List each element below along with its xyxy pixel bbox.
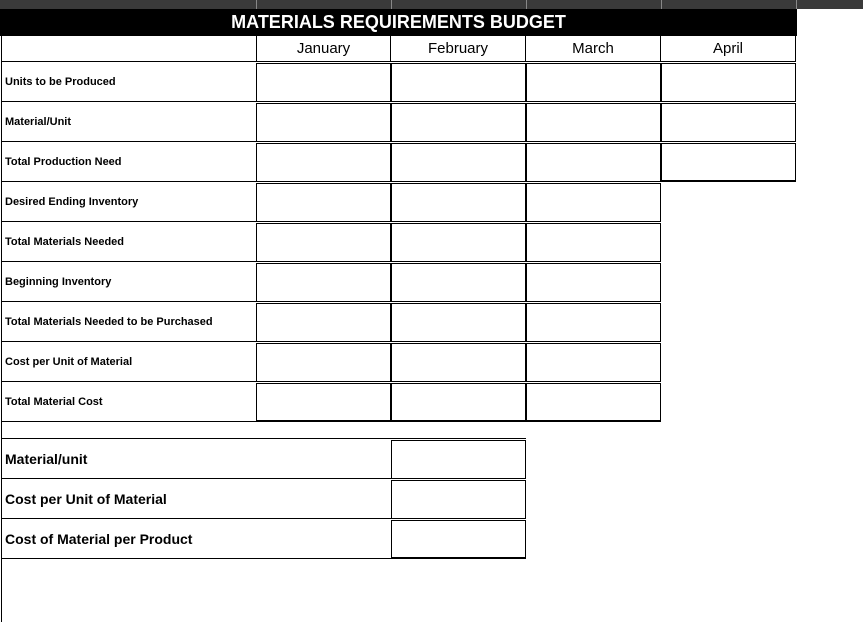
input-cell-march[interactable]	[526, 383, 661, 422]
row-label: Total Materials Needed	[2, 222, 256, 262]
input-cell-april[interactable]	[661, 63, 796, 102]
row-label: Desired Ending Inventory	[2, 182, 256, 222]
input-cell-february[interactable]	[391, 143, 526, 182]
month-header-january: January	[256, 36, 391, 62]
strip-divider	[391, 0, 392, 9]
summary-input-cell[interactable]	[391, 440, 526, 479]
summary-input-cell[interactable]	[391, 480, 526, 519]
strip-divider	[526, 0, 527, 9]
input-cell-february[interactable]	[391, 223, 526, 262]
row-label: Total Production Need	[2, 142, 256, 182]
input-cell-january[interactable]	[256, 63, 391, 102]
input-cell-february[interactable]	[391, 383, 526, 422]
strip-divider	[256, 0, 257, 9]
input-cell-february[interactable]	[391, 303, 526, 342]
input-cell-march[interactable]	[526, 263, 661, 302]
input-cell-april[interactable]	[661, 103, 796, 142]
month-header-march: March	[526, 36, 661, 62]
input-cell-january[interactable]	[256, 143, 391, 182]
row-label: Total Material Cost	[2, 382, 256, 422]
input-cell-february[interactable]	[391, 343, 526, 382]
input-cell-march[interactable]	[526, 343, 661, 382]
row-label: Cost per Unit of Material	[2, 342, 256, 382]
input-cell-january[interactable]	[256, 303, 391, 342]
input-cell-april[interactable]	[661, 143, 796, 182]
input-cell-march[interactable]	[526, 63, 661, 102]
input-cell-january[interactable]	[256, 343, 391, 382]
input-cell-february[interactable]	[391, 63, 526, 102]
month-header-february: February	[391, 36, 526, 62]
summary-label: Material/unit	[2, 439, 391, 479]
input-cell-march[interactable]	[526, 183, 661, 222]
row-label: Units to be Produced	[2, 62, 256, 102]
input-cell-march[interactable]	[526, 223, 661, 262]
input-cell-february[interactable]	[391, 183, 526, 222]
month-header-april: April	[661, 36, 796, 62]
input-cell-january[interactable]	[256, 263, 391, 302]
summary-label: Cost of Material per Product	[2, 519, 391, 559]
summary-input-cell[interactable]	[391, 520, 526, 559]
input-cell-january[interactable]	[256, 383, 391, 422]
summary-label: Cost per Unit of Material	[2, 479, 391, 519]
input-cell-february[interactable]	[391, 263, 526, 302]
strip-divider	[661, 0, 662, 9]
row-label: Total Materials Needed to be Purchased	[2, 302, 256, 342]
input-cell-january[interactable]	[256, 103, 391, 142]
row-label: Beginning Inventory	[2, 262, 256, 302]
page-title: MATERIALS REQUIREMENTS BUDGET	[0, 9, 797, 36]
top-strip	[0, 0, 863, 9]
row-label: Material/Unit	[2, 102, 256, 142]
input-cell-march[interactable]	[526, 303, 661, 342]
input-cell-january[interactable]	[256, 223, 391, 262]
input-cell-february[interactable]	[391, 103, 526, 142]
input-cell-march[interactable]	[526, 103, 661, 142]
input-cell-march[interactable]	[526, 143, 661, 182]
strip-divider	[796, 0, 797, 9]
input-cell-january[interactable]	[256, 183, 391, 222]
